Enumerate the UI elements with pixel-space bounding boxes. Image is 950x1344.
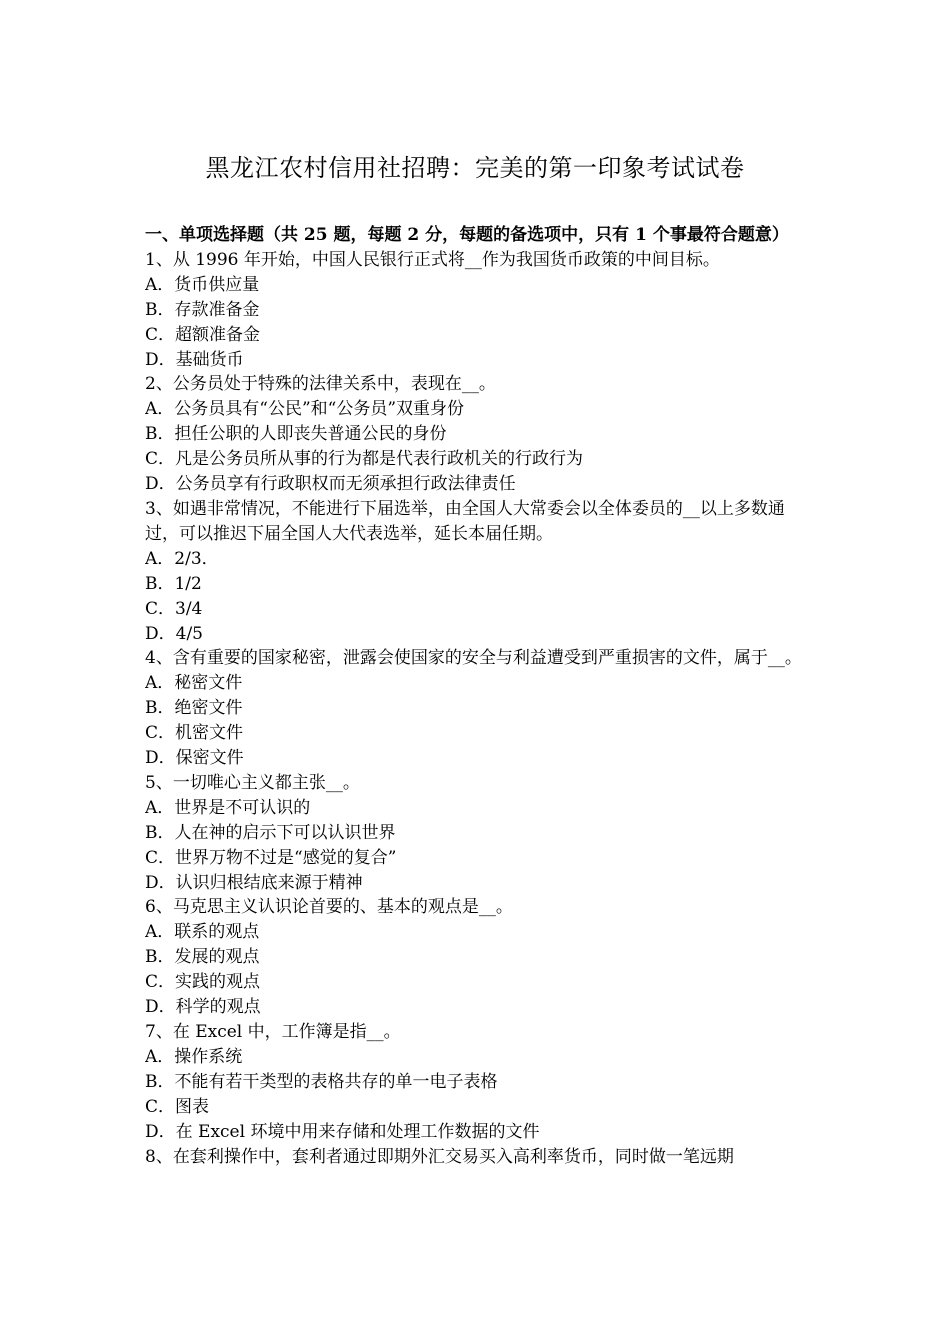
question-5 (145, 771, 811, 896)
answer-option: B．存款准备金 (145, 299, 260, 320)
answer-option: C．3/4 (145, 598, 203, 619)
question-8 (145, 1145, 811, 1170)
question-stem: 7、在 Excel 中，工作簿是指__。 (145, 1022, 401, 1042)
question-stem: 6、马克思主义认识论首要的、基本的观点是__。 (145, 897, 513, 918)
answer-option: A．联系的观点 (145, 922, 260, 943)
answer-option: D．在 Excel 环境中用来存储和处理工作数据的文件 (145, 1121, 540, 1142)
question-6 (145, 895, 811, 1020)
answer-option: B．担任公职的人即丧失普通公民的身份 (145, 424, 447, 445)
answer-option: A．2/3． (145, 548, 219, 569)
answer-option: B．发展的观点 (145, 947, 260, 968)
answer-option: D．保密文件 (145, 748, 244, 769)
question-2 (145, 372, 811, 497)
question-3 (145, 497, 811, 646)
answer-option: A．公务员具有“公民”和“公务员”双重身份 (145, 399, 465, 420)
question-4 (145, 646, 811, 771)
answer-option: C．超额准备金 (145, 324, 261, 345)
answer-option: C．机密文件 (145, 723, 244, 744)
question-stem: 8、在套利操作中，套利者通过即期外汇交易买入高利率货币，同时做一笔远期 (145, 1146, 734, 1167)
answer-option: B．1/2 (145, 573, 202, 594)
answer-option: B．不能有若干类型的表格共存的单一电子表格 (145, 1071, 498, 1092)
answer-option: C．世界万物不过是“感觉的复合” (145, 847, 397, 868)
answer-option: D．认识归根结底来源于精神 (145, 872, 363, 893)
answer-option: A．货币供应量 (145, 274, 260, 295)
answer-option: C．图表 (145, 1096, 210, 1117)
answer-option: A．世界是不可认识的 (145, 797, 311, 818)
answer-option: D．4/5 (145, 623, 203, 644)
question-stem: 2、公务员处于特殊的法律关系中，表现在__。 (145, 374, 496, 395)
answer-option: A．操作系统 (145, 1046, 243, 1067)
question-7 (145, 1020, 811, 1145)
answer-option: A．秘密文件 (145, 673, 243, 694)
question-stem: 3、如遇非常情况，不能进行下届选举，由全国人大常委会以全体委员的__以上多数通过，可以推迟下届全国人大代表选举，延长本届任期。 (145, 498, 785, 544)
answer-option: D．基础货币 (145, 349, 244, 370)
question-1 (145, 248, 811, 373)
document-title: 黑龙江农村信用社招聘：完美的第一印象考试试卷 (205, 154, 745, 182)
question-stem: 4、含有重要的国家秘密，泄露会使国家的安全与利益遭受到严重损害的文件，属于__。 (145, 648, 802, 669)
document-body (145, 223, 811, 1169)
answer-option: D．公务员享有行政职权而无须承担行政法律责任 (145, 474, 516, 495)
answer-option: C．凡是公务员所从事的行为都是代表行政机关的行政行为 (145, 449, 584, 470)
answer-option: B．绝密文件 (145, 698, 243, 719)
answer-option: B．人在神的启示下可以认识世界 (145, 822, 396, 843)
section-heading: 一、单项选择题（共 25 题，每题 2 分，每题的备选项中，只有 1 个事最符合题意） (145, 225, 789, 245)
question-list (145, 248, 811, 1170)
answer-option: C．实践的观点 (145, 972, 261, 993)
answer-option: D．科学的观点 (145, 997, 261, 1018)
question-stem: 1、从 1996 年开始，中国人民银行正式将__作为我国货币政策的中间目标。 (145, 249, 720, 270)
question-stem: 5、一切唯心主义都主张__。 (145, 772, 360, 793)
